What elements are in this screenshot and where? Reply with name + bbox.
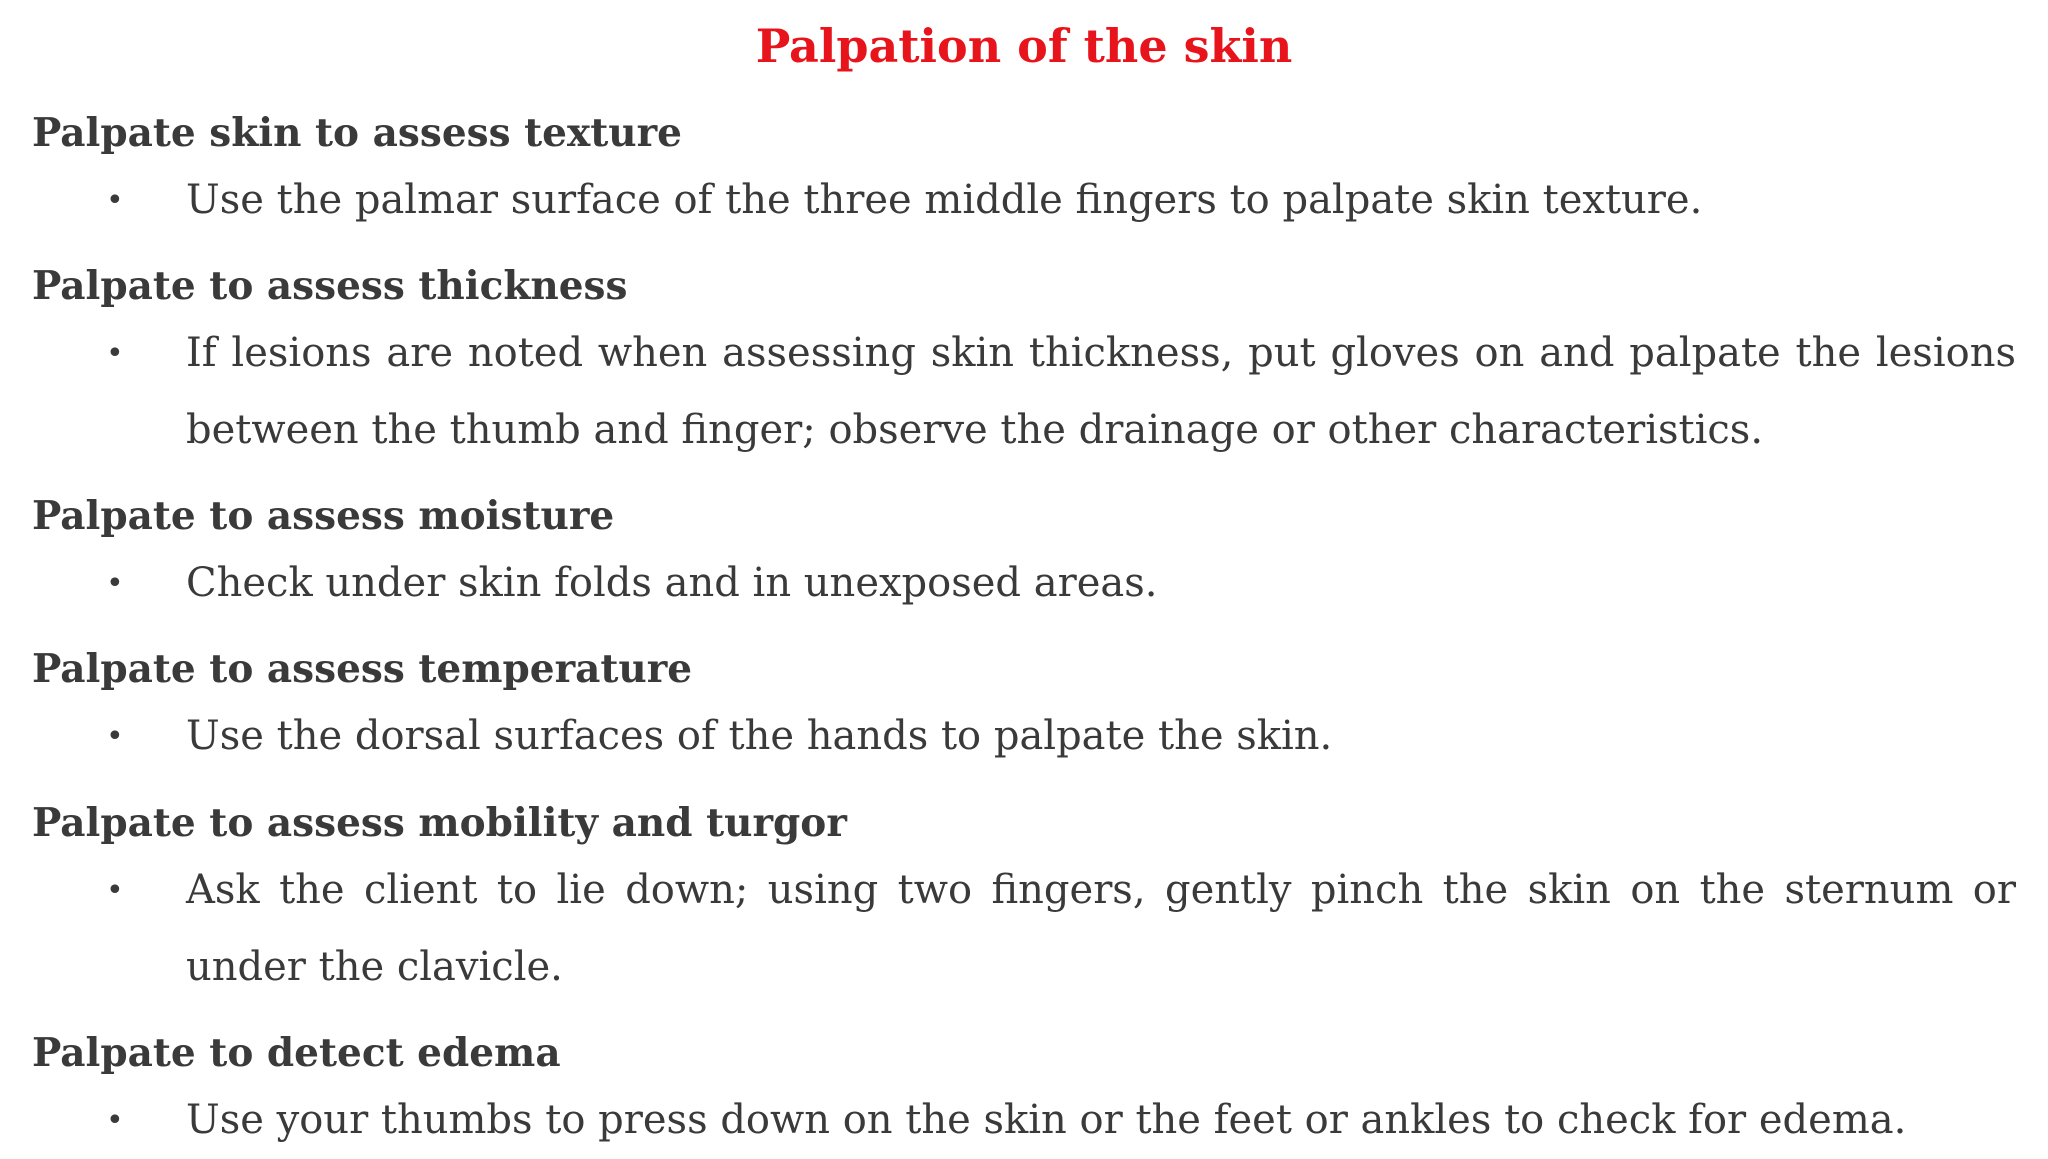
section-heading: Palpate to detect edema [32, 1030, 561, 1076]
bullet-point: • [106, 566, 124, 601]
bullet-point: • [106, 719, 124, 754]
bullet-text: If lesions are noted when assessing skin thickness, put gloves on and palpate the lesions between the thumb and finger; observe the drainage or other characteristics. [186, 330, 2016, 453]
bullet-text: Ask the client to lie down; using two fingers, gently pinch the skin on the sternum or under the clavicle. [186, 867, 2016, 990]
bullet-point: • [106, 183, 124, 218]
section-heading: Palpate to assess mobility and turgor [32, 800, 847, 846]
bullet-text: Use the palmar surface of the three middle fingers to palpate skin texture. [186, 177, 1703, 223]
bullet-text: Check under skin folds and in unexposed areas. [186, 560, 1158, 606]
section-heading: Palpate to assess thickness [32, 263, 628, 309]
bullet-point: • [106, 336, 124, 371]
bullet-text: Use your thumbs to press down on the skin or the feet or ankles to check for edema. [186, 1097, 1907, 1143]
bullet-point: • [106, 873, 124, 908]
page-title: Palpation of the skin [755, 19, 1293, 73]
section-heading: Palpate to assess moisture [32, 493, 615, 539]
section-heading: Palpate to assess temperature [32, 646, 693, 692]
section-heading: Palpate skin to assess texture [32, 110, 682, 156]
bullet-point: • [106, 1103, 124, 1138]
bullet-text: Use the dorsal surfaces of the hands to palpate the skin. [186, 713, 1333, 759]
